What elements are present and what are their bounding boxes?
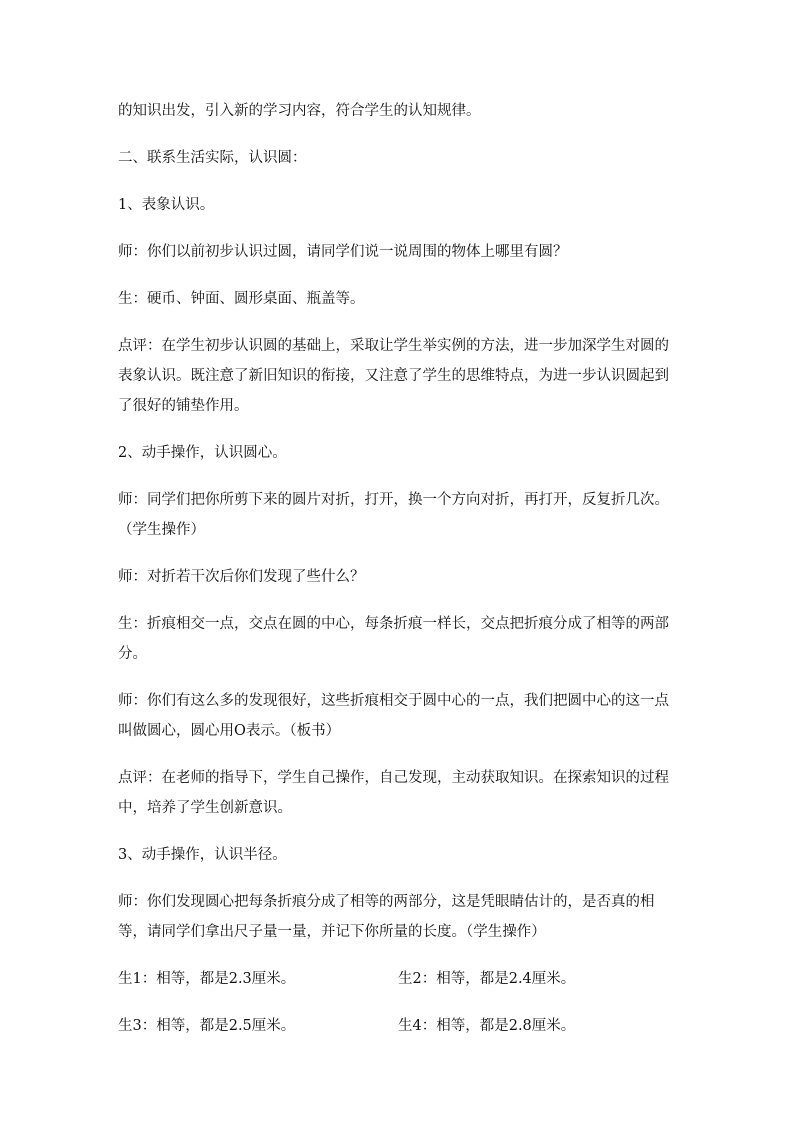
subheading-2: 2、动手操作，认识圆心。 — [118, 445, 287, 461]
commentary-1: 点评：在学生初步认识圆的基础上，采取让学生举实例的方法，进一步加深学生对圆的表象认识。既注意了新旧知识的衔接，又注意了学生的思维特点，为进一步认识圆起到了很好的铺垫作用。 — [118, 338, 669, 414]
teacher-explanation-center: 师：你们有这么多的发现很好，这些折痕相交于圆中心的一点，我们把圆中心的这一点叫做圆心，圆心用O表示。（板书） — [118, 693, 669, 739]
section-heading-2: 二、联系生活实际，认识圆： — [118, 150, 307, 166]
student-answer-s1: 生1：相等，都是2.3厘米。 — [118, 971, 296, 987]
student-answer-s3: 生3：相等，都是2.5厘米。 — [118, 1018, 296, 1034]
subheading-1: 1、表象认识。 — [118, 197, 215, 213]
student-answer-2: 生：折痕相交一点，交点在圆的中心，每条折痕一样长，交点把折痕分成了相等的两部分。 — [118, 616, 669, 662]
teacher-question-2: 师：对折若干次后你们发现了些什么？ — [118, 569, 365, 585]
student-answer-1: 生：硬币、钟面、圆形桌面、瓶盖等。 — [118, 291, 365, 307]
student-answers-row-2 — [118, 1011, 678, 1041]
student-answer-s4: 生4：相等，都是2.8厘米。 — [398, 1018, 576, 1034]
document-body — [118, 96, 678, 1041]
teacher-question-1: 师：你们以前初步认识过圆，请同学们说一说周围的物体上哪里有圆？ — [118, 244, 568, 260]
teacher-instruction-measure: 师：你们发现圆心把每条折痕分成了相等的两部分，这是凭眼睛估计的，是否真的相等，请同学们拿出尺子量一量，并记下你所量的长度。（学生操作） — [118, 894, 655, 940]
subheading-3: 3、动手操作，认识半径。 — [118, 847, 287, 863]
teacher-instruction-fold: 师：同学们把你所剪下来的圆片对折，打开，换一个方向对折，再打开，反复折几次。（学生操作） — [118, 492, 669, 538]
commentary-2: 点评：在老师的指导下，学生自己操作，自己发现，主动获取知识。在探索知识的过程中，培养了学生创新意识。 — [118, 770, 669, 816]
student-answer-s2: 生2：相等，都是2.4厘米。 — [398, 971, 576, 987]
paragraph-intro-continuation: 的知识出发，引入新的学习内容，符合学生的认知规律。 — [118, 103, 481, 119]
student-answers-row-1 — [118, 964, 678, 994]
